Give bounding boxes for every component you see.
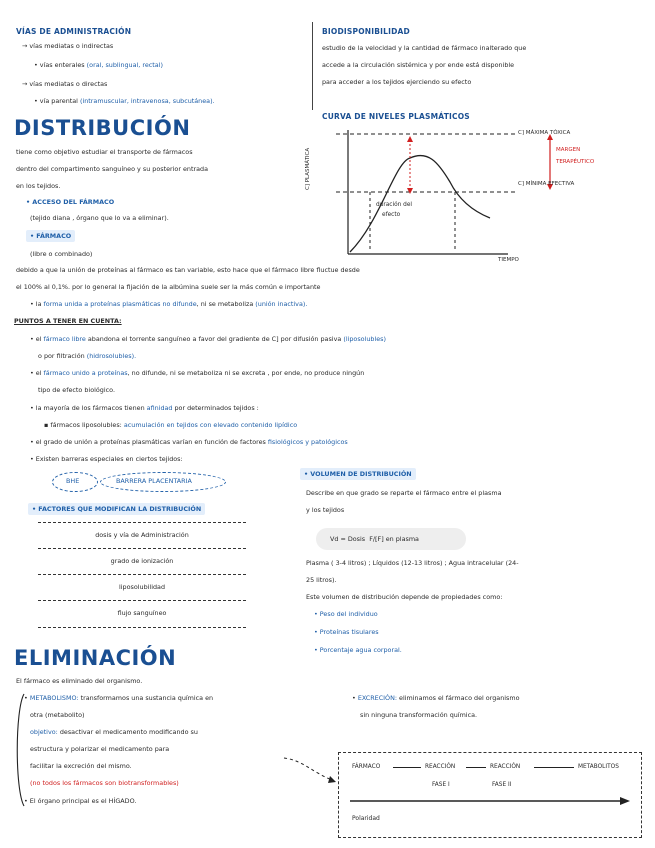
obj-line: objetivo: desactivar el medicamento modificando su [30,728,198,736]
farmaco-title: • FÁRMACO [26,230,75,242]
puntos-b3-sub: ▪ fármacos liposolubles: acumulación en tejidos con elevado contenido lipídico [44,421,298,429]
bio-line-1: estudio de la velocidad y la cantidad de fármaco inalterado que [322,44,527,52]
margin-label-1: MARGEN [556,147,581,153]
puntos-b5: • Existen barreras especiales en ciertos tejidos: [30,455,183,463]
elim-intro: El fármaco es eliminado del organismo. [16,677,143,685]
volumen-item: • Porcentaje agua corporal. [314,646,402,654]
factor-item: grado de ionización [110,557,174,565]
puntos-b1: • el fármaco libre abandona el torrente sanguíneo a favor del gradiente de C] por difusión pasiva (liposolubles) [30,335,386,343]
duration-label-1: duración del [376,202,413,208]
exc-line: • EXCRECIÓN: eliminamos el fármaco del organismo [352,694,520,702]
dist-p3: en los tejidos. [16,182,61,190]
eliminacion-title: ELIMINACIÓN [14,646,177,670]
puntos-b2: • el fármaco unido a proteínas, no difunde, ni se metaboliza ni se excreta , por ende, no produce ningún [30,369,365,377]
met-line: • METABOLISMO: transformamos una sustancia química en [24,694,214,702]
obj-line-3: facilitar la excreción del mismo. [30,762,132,770]
dist-l3: • la forma unida a proteínas plasmáticas no difunde, ni se metaboliza (unión inactiva). [30,300,308,308]
phase-metabolitos: METABOLITOS [578,764,619,770]
acceso-text: (tejido diana , órgano que lo va a eliminar). [30,214,169,222]
vias-line-4: • vía parental (intramuscular, intravenosa, subcutánea). [34,97,215,105]
puntos-b1b: o por filtración (hidrosolubles). [38,352,137,360]
exc-line-2: sin ninguna transformación química. [360,711,478,719]
duration-label-2: efecto [382,212,401,218]
farmaco-text: (libre o combinado) [30,250,93,258]
curva-title: CURVA DE NIVELES PLASMÁTICOS [322,112,470,121]
obj-red: (no todos los fármacos son biotransformables) [30,779,179,787]
curve-path [350,155,490,252]
polarity-label: Polaridad [352,815,380,822]
phase-1-label: FASE I [432,782,450,788]
bio-line-3: para acceder a los tejidos ejerciendo su efecto [322,78,472,86]
acceso-title: • ACCESO DEL FÁRMACO [26,198,115,206]
phase-2-label: FASE II [492,782,512,788]
volumen-item: • Proteínas tisulares [314,628,379,636]
met-line-2: otra (metabolito) [30,711,85,719]
vias-title: VÍAS DE ADMINISTRACIÓN [16,27,132,36]
phase-reaccion-2: REACCIÓN [490,764,521,770]
factor-item: liposolubilidad [119,583,165,591]
volumen-item: • Peso del individuo [314,610,378,618]
volumen-p1: Plasma ( 3-4 litros) ; Líquidos (12-13 litros) ; Agua intracelular (24- [306,559,519,567]
polarity-arrow [348,796,632,806]
volumen-p3: Este volumen de distribución depende de propiedades como: [306,593,503,601]
volumen-d1: Describe en que grado se reparte el fármaco entre el plasma [306,489,502,497]
factor-item: dosis y vía de Administración [95,531,189,539]
factores-title: • FACTORES QUE MODIFICAN LA DISTRIBUCIÓN [28,503,205,515]
vias-line-1: → vías mediatas o indirectas [22,42,114,50]
puntos-b4: • el grado de unión a proteínas plasmáticas varían en función de factores fisiológicos y patológicos [30,438,348,446]
curve-ylabel: C] PLASMÁTICA [305,147,311,190]
phase-farmaco: FÁRMACO [352,764,381,770]
factor-item: flujo sanguíneo [117,609,167,617]
vias-line-2: • vías enterales (oral, sublingual, rectal) [34,61,163,69]
bio-line-2: accede a la circulación sistémica y por ende está disponible [322,61,515,69]
connector-arrow [282,752,342,786]
volumen-d2: y los tejidos [306,506,345,514]
brace [12,690,28,810]
organo: • El órgano principal es el HÍGADO. [24,797,137,805]
bio-title: BIODISPONIBILIDAD [322,27,410,36]
puntos-b2b: tipo de efecto biológico. [38,386,115,394]
bhe-label: BHE [66,477,80,485]
puntos-b3: • la mayoría de los fármacos tienen afinidad por determinados tejidos : [30,404,259,412]
phase-reaccion-1: REACCIÓN [425,764,456,770]
formula: Vd = Dosis F/[F] en plasma [330,535,419,543]
dist-l1: debido a que la unión de proteínas al fármaco es tan variable, esto hace que el fármaco libre fluctue desde [16,266,360,274]
vias-line-3: → vías mediatas o directas [22,80,108,88]
volumen-p2: 25 litros). [306,576,337,584]
obj-line-2: estructura y polarizar el medicamento para [30,745,170,753]
dist-l2: el 100% al 0,1%. por lo general la fijación de la albúmina suele ser la más común e importante [16,283,321,291]
toxic-label: C] MÁXIMA TÓXICA [518,130,571,136]
curve-xlabel: TIEMPO [498,257,519,263]
dist-p1: tiene como objetivo estudiar el transporte de fármacos [16,148,193,156]
margin-label-2: TERAPÉUTICO [556,159,595,165]
plasma-curve-diagram [310,122,650,262]
dist-p2: dentro del compartimento sanguíneo y su posterior entrada [16,165,208,173]
placenta-label: BARRERA PLACENTARIA [116,477,192,485]
puntos-title: PUNTOS A TENER EN CUENTA: [14,317,122,325]
distribucion-title: DISTRIBUCIÓN [14,116,191,140]
effective-label: C] MÍNIMA EFECTIVA [518,181,575,187]
column-divider [312,22,313,110]
volumen-title: • VOLUMEN DE DISTRIBUCIÓN [300,468,416,480]
